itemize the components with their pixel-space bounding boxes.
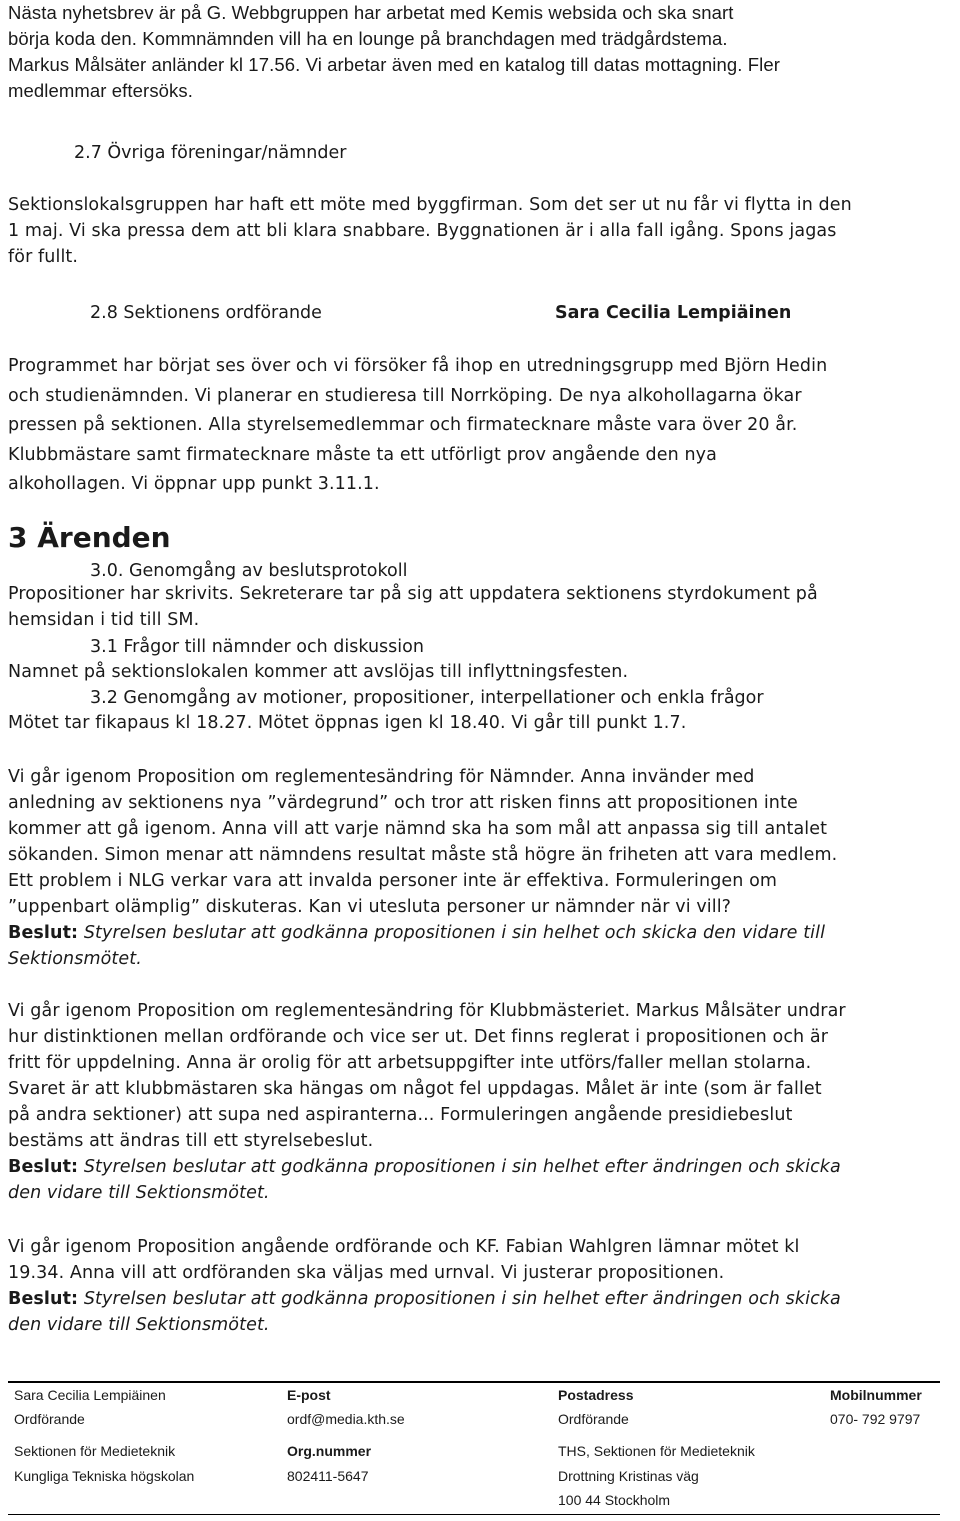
footer-postal-city: 100 44 Stockholm <box>558 1492 671 1508</box>
body-line: Programmet har börjat ses över och vi försöker få ihop en utredningsgrupp med Björn Hedin <box>8 356 828 376</box>
footer-mobile-number: 070- 792 9797 <box>830 1411 921 1427</box>
footer-org: Sektionen för Medieteknik <box>14 1443 176 1459</box>
footer-email-label: E-post <box>287 1387 331 1403</box>
decision-label: Beslut: <box>8 923 79 943</box>
footer-orgnr-label: Org.nummer <box>287 1443 372 1459</box>
footer-postal-org: THS, Sektionen för Medieteknik <box>558 1443 755 1459</box>
section-2-7-body <box>8 192 956 270</box>
chair-name: Sara Cecilia Lempiäinen <box>555 303 792 323</box>
intro-paragraph <box>8 0 956 104</box>
body-line: sökanden. Simon menar att nämndens resultat måste stå högre än friheten att vara medlem. <box>8 845 838 865</box>
section-3-1-body: Namnet på sektionslokalen kommer att avslöjas till inflyttningsfesten. <box>8 662 629 682</box>
body-line: Ett problem i NLG verkar vara att invalda personer inte är effektiva. Formuleringen om <box>8 871 778 891</box>
footer-email-link[interactable]: ordf@media.kth.se <box>287 1411 405 1427</box>
footer-top-rule <box>8 1381 940 1383</box>
decision-line <box>8 1180 956 1206</box>
body-line: på andra sektioner) att supa ned aspiranterna... Formuleringen angående presidiebeslut <box>8 1105 793 1125</box>
body-line: hemsidan i tid till SM. <box>8 609 200 630</box>
body-line: anledning av sektionens nya ”värdegrund” och tror att risken finns att propositionen inte <box>8 793 798 813</box>
footer-mobile-label: Mobilnummer <box>830 1387 922 1403</box>
body-line: och studienämnden. Vi planerar en studieresa till Norrköping. De nya alkohollagarna ökar <box>8 385 802 406</box>
section-3-2-heading: 3.2 Genomgång av motioner, propositioner, interpellationer och enkla frågor <box>90 688 764 708</box>
body-line: 19.34. Anna vill att ordföranden ska väljas med urnval. Vi justerar propositionen. <box>8 1263 725 1283</box>
arenden-heading: 3 Ärenden <box>8 521 171 554</box>
decision-line <box>8 1154 956 1180</box>
body-line: för fullt. <box>8 247 79 267</box>
footer-postal-label: Postadress <box>558 1387 634 1403</box>
footer-postal-recipient: Ordförande <box>558 1411 629 1427</box>
section-3-2-body: Mötet tar fikapaus kl 18.27. Mötet öppnas igen kl 18.40. Vi går till punkt 1.7. <box>8 713 687 733</box>
intro-line: Markus Målsäter anländer kl 17.56. Vi arbetar även med en katalog till datas mottagning. Fler <box>8 54 780 75</box>
footer-orgnr: 802411-5647 <box>287 1468 369 1484</box>
body-line: fritt för uppdelning. Anna är orolig för att arbetsuppgifter inte utförs/faller mellan stolarna. <box>8 1053 812 1073</box>
proposition-klubbmästeriet <box>8 998 956 1206</box>
body-line: bestäms att ändras till ett styrelsebeslut. <box>8 1131 374 1151</box>
decision-text: den vidare till Sektionsmötet. <box>8 1315 270 1335</box>
section-3-1-heading: 3.1 Frågor till nämnder och diskussion <box>90 637 424 657</box>
body-line: Vi går igenom Proposition om reglementesändring för Nämnder. Anna invänder med <box>8 767 755 787</box>
body-line: Propositioner har skrivits. Sekreterare tar på sig att uppdatera sektionens styrdokument på <box>8 584 818 604</box>
footer-bottom-rule <box>8 1514 940 1515</box>
decision-text: Styrelsen beslutar att godkänna propositionen i sin helhet efter ändringen och skicka <box>78 1157 841 1177</box>
decision-text: Styrelsen beslutar att godkänna propositionen i sin helhet efter ändringen och skicka <box>78 1289 841 1309</box>
body-line: alkohollagen. Vi öppnar upp punkt 3.11.1. <box>8 474 380 494</box>
body-line: 1 maj. Vi ska pressa dem att bli klara snabbare. Byggnationen är i alla fall igång. Spons jagas <box>8 221 837 241</box>
body-line: Sektionslokalsgruppen har haft ett möte med byggfirman. Som det ser ut nu får vi flytta in den <box>8 195 852 215</box>
decision-label: Beslut: <box>8 1289 79 1309</box>
decision-line <box>8 920 956 946</box>
intro-line: Nästa nyhetsbrev är på G. Webbgruppen har arbetat med Kemis websida och ska snart <box>8 2 734 23</box>
body-line: Svaret är att klubbmästaren ska hängas om något fel uppdagas. Målet är inte (som är fallet <box>8 1079 822 1099</box>
footer-name: Sara Cecilia Lempiäinen <box>14 1387 166 1403</box>
section-2-7-heading: 2.7 Övriga föreningar/nämnder <box>74 143 347 163</box>
proposition-nämnder <box>8 764 956 972</box>
footer-university: Kungliga Tekniska högskolan <box>14 1468 195 1484</box>
proposition-ordförande-kf <box>8 1234 956 1338</box>
decision-line <box>8 1286 956 1312</box>
decision-text: den vidare till Sektionsmötet. <box>8 1183 270 1203</box>
footer-role: Ordförande <box>14 1411 85 1427</box>
intro-line: börja koda den. Kommnämnden vill ha en lounge på branchdagen med trädgårdstema. <box>8 28 728 49</box>
body-line: Klubbmästare samt firmatecknare måste ta ett utförligt prov angående den nya <box>8 444 717 465</box>
intro-line: medlemmar eftersöks. <box>8 80 193 101</box>
decision-line <box>8 1312 956 1338</box>
body-line: hur distinktionen mellan ordförande och vice ser ut. Det finns reglerat i propositionen och är <box>8 1027 829 1047</box>
decision-text: Styrelsen beslutar att godkänna propositionen i sin helhet och skicka den vidare till <box>78 923 826 943</box>
body-line: pressen på sektionen. Alla styrelsemedlemmar och firmatecknare måste vara över 20 år. <box>8 415 798 435</box>
section-3-0-heading: 3.0. Genomgång av beslutsprotokoll <box>90 561 408 581</box>
section-2-8-heading: 2.8 Sektionens ordförande <box>90 303 322 323</box>
footer-postal-street: Drottning Kristinas väg <box>558 1468 699 1484</box>
body-line: ”uppenbart olämplig” diskuteras. Kan vi utesluta personer ur nämnder när vi vill? <box>8 897 732 917</box>
decision-label: Beslut: <box>8 1157 79 1177</box>
section-3-0-body <box>8 582 956 633</box>
decision-text: Sektionsmötet. <box>8 949 142 969</box>
decision-line <box>8 946 956 972</box>
body-line: Vi går igenom Proposition om reglementesändring för Klubbmästeriet. Markus Målsäter undrar <box>8 1001 846 1021</box>
body-line: kommer att gå igenom. Anna vill att varje nämnd ska ha som mål att anpassa sig till antalet <box>8 819 828 839</box>
section-2-8-body <box>8 352 956 500</box>
body-line: Vi går igenom Proposition angående ordförande och KF. Fabian Wahlgren lämnar mötet kl <box>8 1237 800 1257</box>
